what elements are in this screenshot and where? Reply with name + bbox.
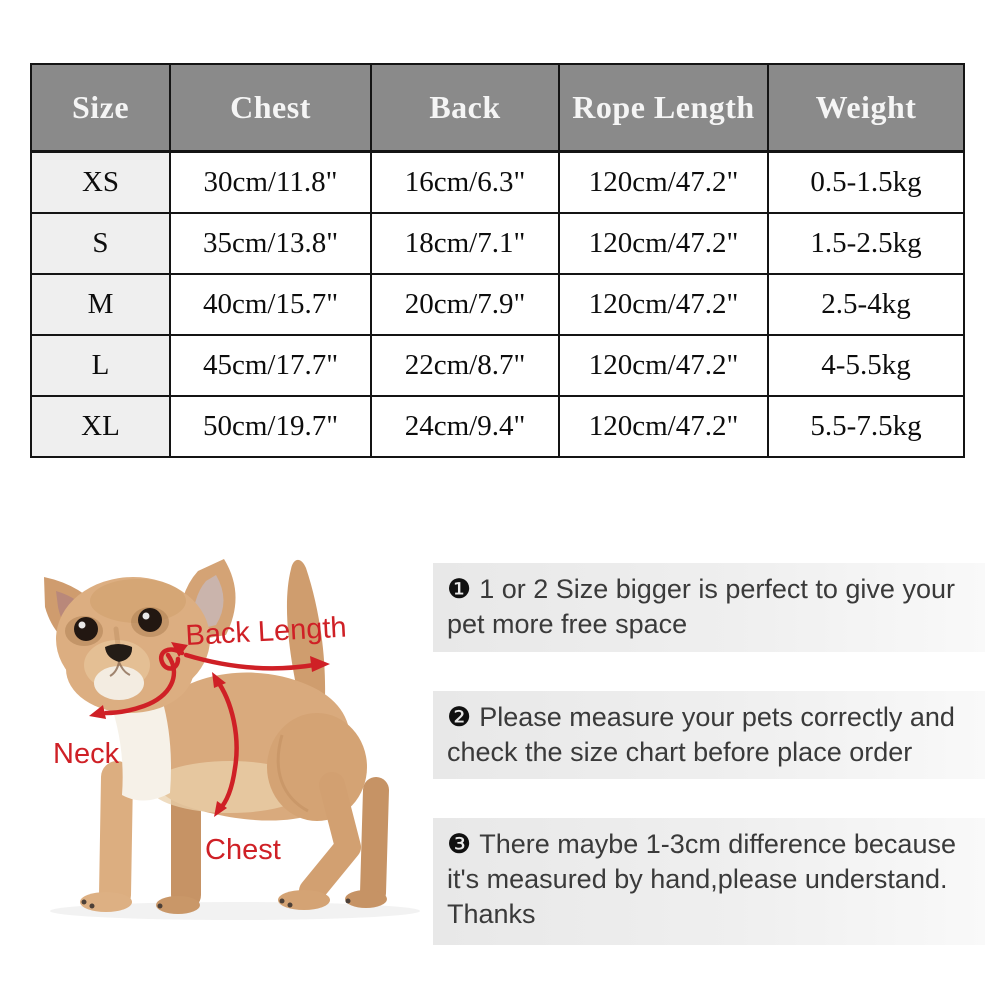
- dog-near-hind-paw: [278, 890, 330, 910]
- cell-size: L: [31, 335, 170, 396]
- dog-claw: [346, 899, 351, 904]
- cell-weight: 1.5-2.5kg: [768, 213, 964, 274]
- cell-weight: 5.5-7.5kg: [768, 396, 964, 457]
- dog-claw: [288, 903, 293, 908]
- dog-hind-thigh: [267, 713, 367, 821]
- cell-chest: 40cm/15.7": [170, 274, 371, 335]
- dog-nose-bridge: [116, 629, 118, 645]
- dog-claw: [82, 900, 87, 905]
- note-3-number-icon: ❸: [447, 829, 472, 859]
- size-table-header-row: [31, 64, 964, 152]
- dog-eye-highlight: [79, 622, 86, 629]
- cell-back: 24cm/9.4": [371, 396, 559, 457]
- note-3-line-2: it's measured by hand,please understand.: [447, 864, 948, 894]
- note-2: [433, 691, 985, 779]
- dog-right-eye: [138, 608, 162, 632]
- cell-back: 20cm/7.9": [371, 274, 559, 335]
- dog-near-front-paw: [80, 892, 132, 912]
- cell-chest: 45cm/17.7": [170, 335, 371, 396]
- cell-back: 22cm/8.7": [371, 335, 559, 396]
- cell-weight: 2.5-4kg: [768, 274, 964, 335]
- col-header-rope-length: Rope Length: [559, 64, 768, 152]
- size-table: [30, 63, 965, 458]
- col-header-size: Size: [31, 64, 170, 152]
- cell-back: 16cm/6.3": [371, 152, 559, 214]
- cell-size: S: [31, 213, 170, 274]
- dog-mouth-patch: [94, 666, 144, 700]
- cell-size: XL: [31, 396, 170, 457]
- note-1-line-1: 1 or 2 Size bigger is perfect to give your: [479, 574, 955, 604]
- dog-far-front-paw: [156, 896, 200, 914]
- col-header-back: Back: [371, 64, 559, 152]
- cell-rope-length: 120cm/47.2": [559, 152, 768, 214]
- dog-claw: [280, 899, 285, 904]
- back-length-label: Back Length: [184, 611, 348, 652]
- col-header-weight: Weight: [768, 64, 964, 152]
- cell-chest: 30cm/11.8": [170, 152, 371, 214]
- table-row-xs: [31, 152, 964, 214]
- dog-claw: [158, 904, 163, 909]
- dog-far-hind-paw: [345, 890, 387, 908]
- dog-claw: [90, 904, 95, 909]
- table-row-l: [31, 335, 964, 396]
- note-2-number-icon: ❷: [447, 702, 472, 732]
- cell-rope-length: 120cm/47.2": [559, 274, 768, 335]
- dog-far-hind-leg: [373, 790, 376, 893]
- cell-chest: 50cm/19.7": [170, 396, 371, 457]
- dog-left-eye: [74, 617, 98, 641]
- chest-label: Chest: [205, 834, 281, 866]
- table-row-xl: [31, 396, 964, 457]
- note-3: [433, 818, 985, 945]
- note-1-number-icon: ❶: [447, 574, 472, 604]
- cell-back: 18cm/7.1": [371, 213, 559, 274]
- note-2-line-1: Please measure your pets correctly and: [479, 702, 955, 732]
- cell-size: M: [31, 274, 170, 335]
- cell-rope-length: 120cm/47.2": [559, 335, 768, 396]
- cell-weight: 0.5-1.5kg: [768, 152, 964, 214]
- note-3-line-1: There maybe 1-3cm difference because: [479, 829, 956, 859]
- dog-measurement-diagram: [20, 545, 440, 945]
- neck-label: Neck: [53, 738, 120, 770]
- cell-size: XS: [31, 152, 170, 214]
- note-1-line-2: pet more free space: [447, 609, 688, 639]
- dog-eye-highlight: [143, 613, 150, 620]
- note-3-line-3: Thanks: [447, 899, 536, 929]
- cell-rope-length: 120cm/47.2": [559, 213, 768, 274]
- dog-near-front-leg: [115, 777, 117, 895]
- cell-rope-length: 120cm/47.2": [559, 396, 768, 457]
- note-1: [433, 563, 985, 652]
- cell-weight: 4-5.5kg: [768, 335, 964, 396]
- col-header-chest: Chest: [170, 64, 371, 152]
- table-row-m: [31, 274, 964, 335]
- table-row-s: [31, 213, 964, 274]
- note-2-line-2: check the size chart before place order: [447, 737, 913, 767]
- cell-chest: 35cm/13.8": [170, 213, 371, 274]
